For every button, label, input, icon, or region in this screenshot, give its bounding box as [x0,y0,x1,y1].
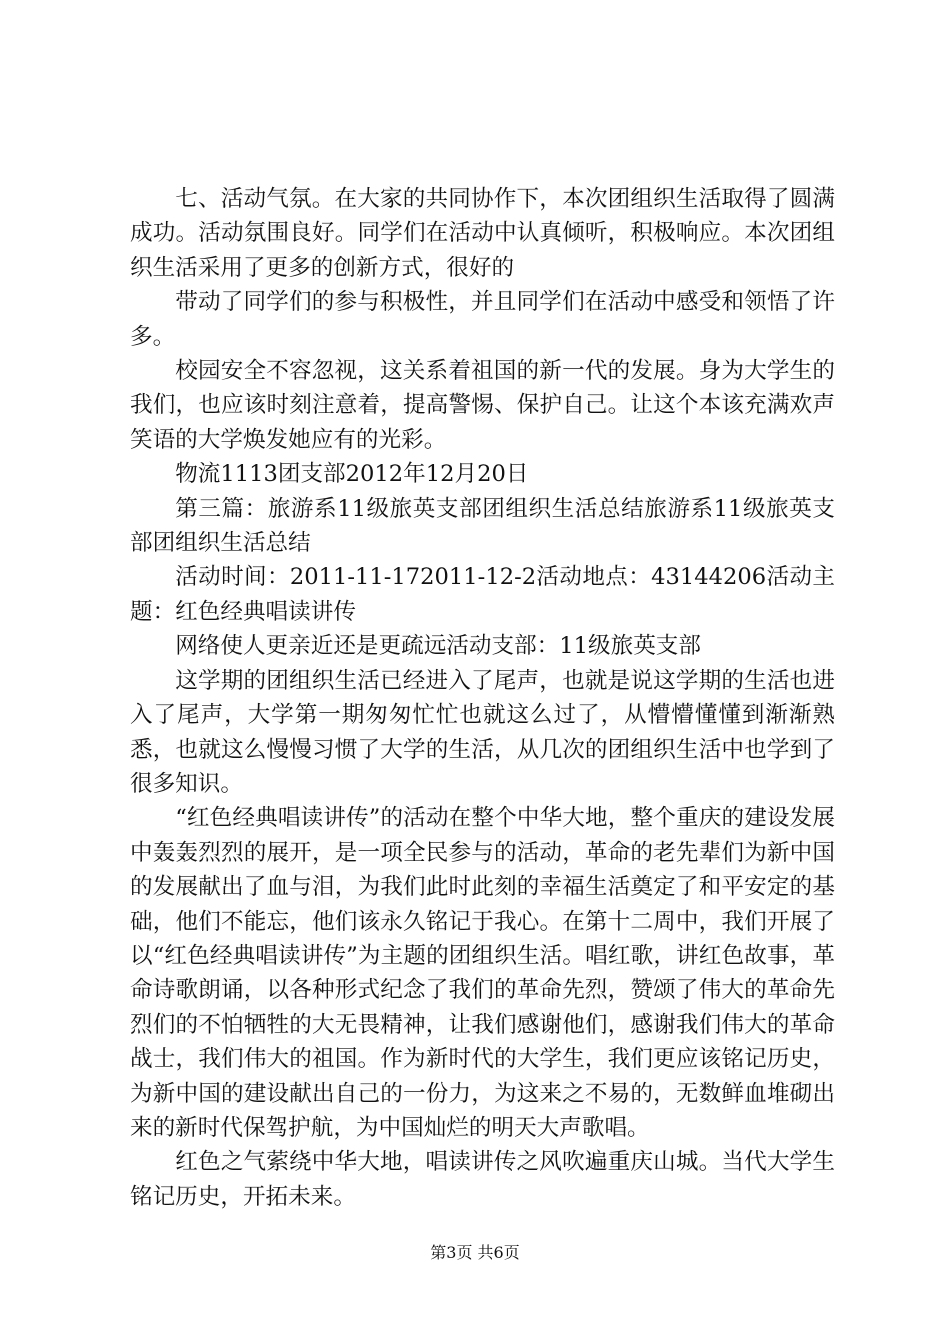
paragraph-campus-safety: 校园安全不容忽视，这关系着祖国的新一代的发展。身为大学生的我们，也应该时刻注意着，提高警惕、保护自己。让这个本该充满欢声笑语的大学焕发她应有的光彩。 [130,358,835,453]
paragraph-red-classics: “红色经典唱读讲传”的活动在整个中华大地，整个重庆的建设发展中轰轰烈烈的展开，是一项全民参与的活动，革命的老先辈们为新中国的发展献出了血与泪，为我们此时此刻的幸福生活奠定了和平安定的基础，他们不能忘，他们该永久铭记于我心。在第十二周中，我们开展了以“红色经典唱读讲传”为主题的团组织生活。唱红歌，讲红色故事，革命诗歌朗诵，以各种形式纪念了我们的革命先烈，赞颂了伟大的革命先烈们的不怕牺牲的大无畏精神，让我们感谢他们，感谢我们伟大的革命战士，我们伟大的祖国。作为新时代的大学生，我们更应该铭记历史，为新中国的建设献出自己的一份力，为这来之不易的，无数鲜血堆砌出来的新时代保驾护航，为中国灿烂的明天大声歌唱。 [130,805,835,1141]
paragraph-activity-info: 活动时间：2011-11-172011-12-2活动地点：43144206活动主题：红色经典唱读讲传 [130,564,835,625]
paragraph-participation: 带动了同学们的参与积极性，并且同学们在活动中感受和领悟了许多。 [130,289,835,350]
page-number-footer: 第3页 共6页 [430,1243,520,1262]
paragraph-activity-branch: 网络使人更亲近还是更疏远活动支部：11级旅英支部 [175,633,701,660]
paragraph-semester: 这学期的团组织生活已经进入了尾声，也就是说这学期的生活也进入了尾声，大学第一期匆匆忙忙也就这么过了，从懵懵懂懂到渐渐熟悉，也就这么慢慢习惯了大学的生活，从几次的团组织生活中也学到了很多知识。 [130,667,835,797]
paragraph-section-title: 第三篇：旅游系11级旅英支部团组织生活总结旅游系11级旅英支部团组织生活总结 [130,495,835,557]
document-body [130,182,835,1214]
paragraph-signature: 物流1113团支部2012年12月20日 [175,461,529,488]
paragraph-atmosphere: 七、活动气氛。在大家的共同协作下，本次团组织生活取得了圆满成功。活动氛围良好。同学们在活动中认真倾听，积极响应。本次团组织生活采用了更多的创新方式，很好的 [130,186,835,281]
paragraph-conclusion: 红色之气萦绕中华大地，唱读讲传之风吹遍重庆山城。当代大学生铭记历史，开拓未来。 [130,1149,835,1210]
